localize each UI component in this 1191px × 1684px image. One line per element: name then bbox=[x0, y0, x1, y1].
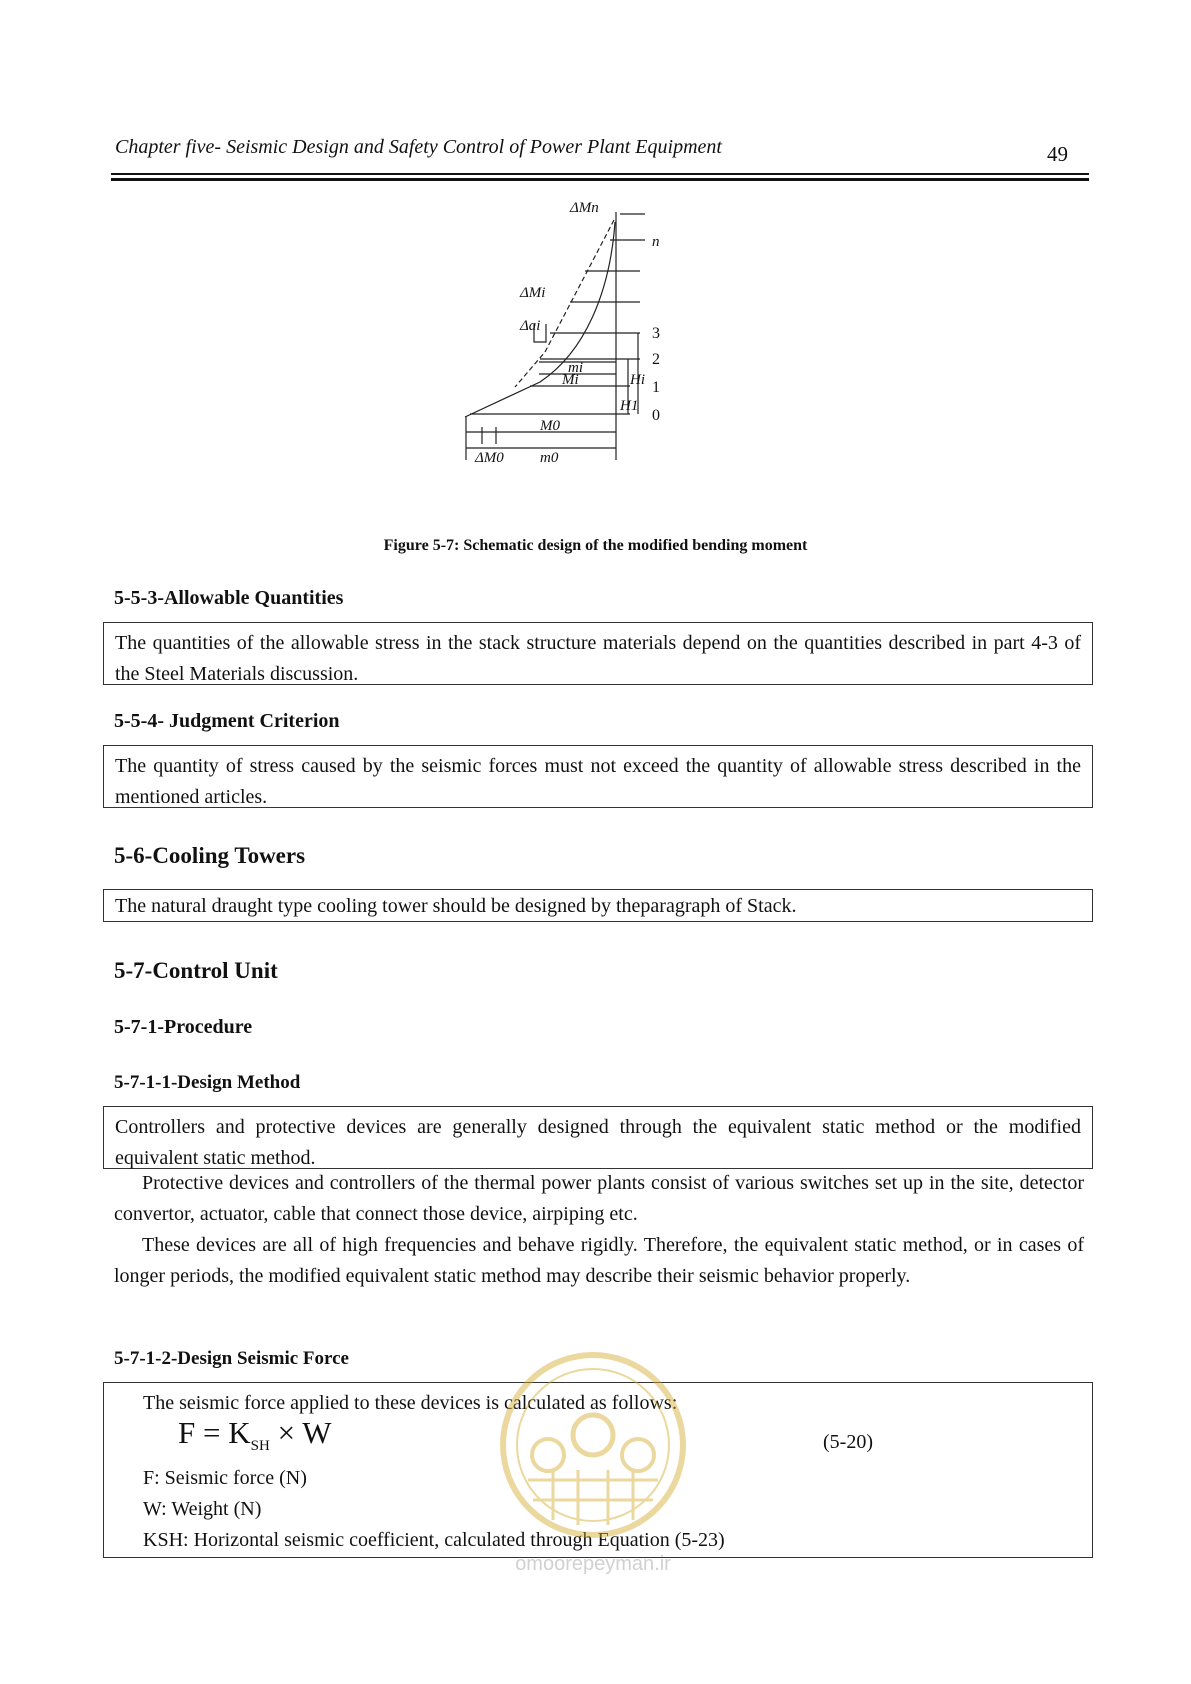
label-Mi: Mi bbox=[562, 372, 579, 388]
label-dMn: ΔMn bbox=[570, 200, 599, 216]
heading-design-seismic-force: 5-7-1-2-Design Seismic Force bbox=[114, 1348, 349, 1369]
heading-cooling-towers: 5-6-Cooling Towers bbox=[114, 843, 306, 868]
paragraph-high-frequencies bbox=[114, 1230, 1084, 1292]
running-header: Chapter five- Seismic Design and Safety Control of Power Plant Equipment bbox=[115, 136, 722, 158]
heading-allowable-quantities: 5-5-3-Allowable Quantities bbox=[114, 587, 344, 609]
label-M0: M0 bbox=[540, 418, 560, 434]
equation-number: (5-20) bbox=[823, 1431, 873, 1453]
seismic-force-intro: The seismic force applied to these devices is calculated as follows: bbox=[143, 1392, 678, 1414]
bending-moment-figure bbox=[475, 200, 730, 502]
label-mi: mi bbox=[568, 360, 583, 376]
definition-weight: W: Weight (N) bbox=[143, 1498, 262, 1520]
heading-judgment-criterion: 5-5-4- Judgment Criterion bbox=[114, 710, 340, 732]
equation-rhs: × W bbox=[269, 1415, 332, 1450]
label-dMi: ΔMi bbox=[520, 285, 546, 301]
judgment-criterion-box: The quantity of stress caused by the seismic forces must not exceed the quantity of allowable stress described in the mentioned articles. bbox=[103, 745, 1093, 808]
label-m0: m0 bbox=[540, 450, 559, 466]
heading-procedure: 5-7-1-Procedure bbox=[114, 1016, 253, 1038]
cooling-towers-box: The natural draught type cooling tower should be designed by theparagraph of Stack. bbox=[103, 889, 1093, 922]
label-dai: Δai bbox=[520, 318, 541, 334]
label-2: 2 bbox=[652, 351, 660, 368]
label-1: 1 bbox=[652, 379, 660, 396]
allowable-quantities-box: The quantities of the allowable stress in the stack structure materials depend on the quantities described in part 4-3 of the Steel Materials discussion. bbox=[103, 622, 1093, 685]
page-number: 49 bbox=[1047, 142, 1068, 166]
equation bbox=[178, 1417, 332, 1462]
label-3: 3 bbox=[652, 325, 660, 342]
label-dM0: ΔM0 bbox=[475, 450, 504, 466]
definition-ksh: KSH: Horizontal seismic coefficient, calculated through Equation (5-23) bbox=[143, 1529, 725, 1551]
watermark-logo bbox=[493, 1340, 693, 1580]
label-Hi: Hi bbox=[630, 372, 645, 388]
paragraph-high-frequencies-text: These devices are all of high frequencies and behave rigidly. Therefore, the equivalent static method, or in cases of longer periods, the modified equivalent static method may describe their seismic behavior properly. bbox=[114, 1234, 1084, 1287]
heading-control-unit: 5-7-Control Unit bbox=[114, 958, 278, 983]
heading-design-method: 5-7-1-1-Design Method bbox=[114, 1072, 301, 1093]
equation-subscript: SH bbox=[250, 1438, 270, 1455]
design-method-box: Controllers and protective devices are generally designed through the equivalent static method or the modified equivalent static method. bbox=[103, 1106, 1093, 1169]
label-0: 0 bbox=[652, 407, 660, 424]
equation-lhs: F = K bbox=[178, 1415, 251, 1450]
header-rule-thick bbox=[111, 178, 1089, 181]
label-n: n bbox=[652, 234, 660, 250]
definition-force: F: Seismic force (N) bbox=[143, 1467, 307, 1489]
figure-caption: Figure 5-7: Schematic design of the modified bending moment bbox=[383, 537, 808, 554]
watermark-text: omoorepeyman.ir bbox=[515, 1553, 671, 1575]
label-H1: H1 bbox=[620, 398, 639, 414]
header-rule bbox=[111, 173, 1089, 175]
paragraph-protective-devices bbox=[114, 1168, 1084, 1230]
paragraph-protective-devices-text: Protective devices and controllers of the thermal power plants consist of various switches set up in the site, detector convertor, actuator, cable that connect those device, airpiping etc. bbox=[114, 1172, 1084, 1225]
